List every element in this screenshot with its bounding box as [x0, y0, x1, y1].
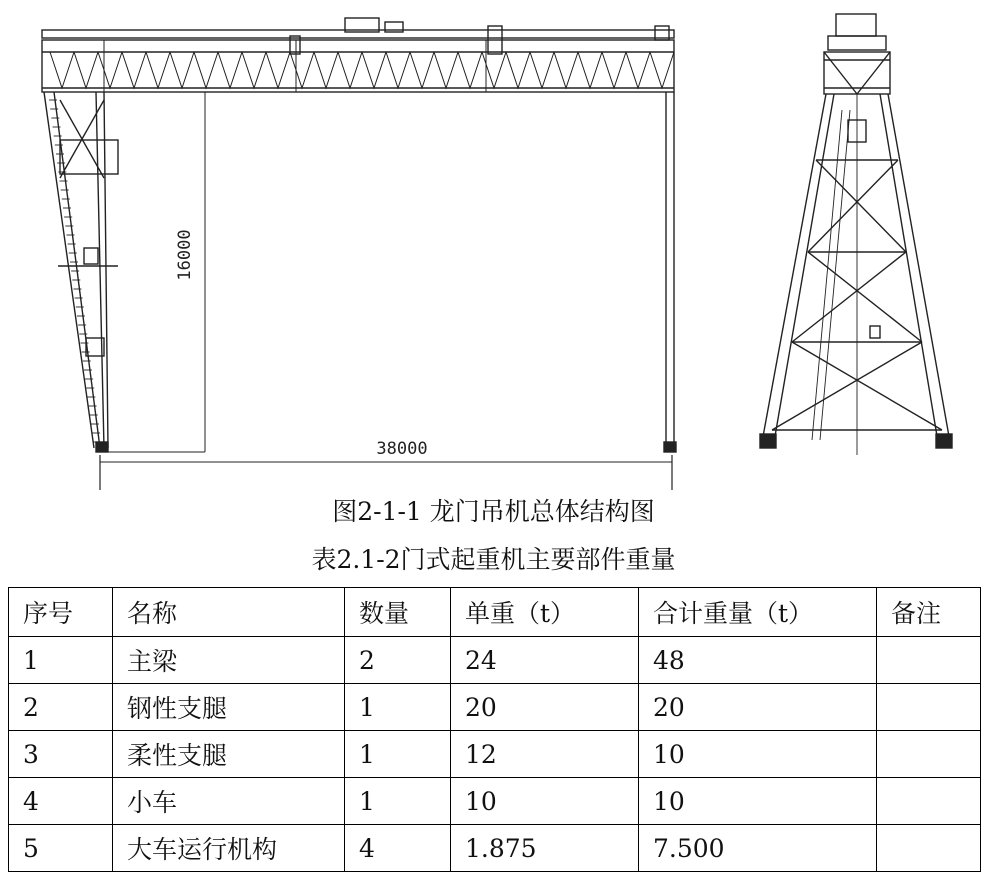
- front-elevation-view: [42, 18, 676, 490]
- cell-unit-weight: 20: [451, 684, 639, 731]
- cell-index: 3: [9, 731, 113, 778]
- cell-index: 4: [9, 778, 113, 825]
- cell-quantity: 1: [345, 731, 451, 778]
- side-elevation-view: [760, 14, 952, 455]
- cell-quantity: 1: [345, 778, 451, 825]
- cell-unit-weight: 12: [451, 731, 639, 778]
- height-dimension-label: 16000: [175, 229, 195, 281]
- cell-total-weight: 7.500: [639, 825, 877, 872]
- cell-remarks: [877, 731, 981, 778]
- cell-quantity: 4: [345, 825, 451, 872]
- table-row: [9, 731, 981, 778]
- header-name: 名称: [113, 588, 345, 637]
- cell-remarks: [877, 684, 981, 731]
- header-unit-weight: 单重（t）: [451, 588, 639, 637]
- table-row: [9, 637, 981, 684]
- header-index: 序号: [9, 588, 113, 637]
- cell-index: 1: [9, 637, 113, 684]
- cell-name: 大车运行机构: [113, 825, 345, 872]
- header-quantity: 数量: [345, 588, 451, 637]
- cell-unit-weight: 10: [451, 778, 639, 825]
- cell-remarks: [877, 825, 981, 872]
- cell-remarks: [877, 637, 981, 684]
- cell-total-weight: 20: [639, 684, 877, 731]
- component-weight-table: [8, 587, 981, 872]
- cell-quantity: 2: [345, 637, 451, 684]
- table-header-row: [9, 588, 981, 637]
- header-remarks: 备注: [877, 588, 981, 637]
- cell-name: 钢性支腿: [113, 684, 345, 731]
- span-dimension-label: 38000: [376, 439, 428, 459]
- table-row: [9, 684, 981, 731]
- cell-total-weight: 10: [639, 731, 877, 778]
- figure-caption: 图2-1-1 龙门吊机总体结构图: [332, 497, 655, 526]
- cell-quantity: 1: [345, 684, 451, 731]
- cell-unit-weight: 1.875: [451, 825, 639, 872]
- cell-index: 2: [9, 684, 113, 731]
- cell-total-weight: 48: [639, 637, 877, 684]
- cell-name: 柔性支腿: [113, 731, 345, 778]
- table-caption: 表2.1-2门式起重机主要部件重量: [311, 545, 676, 574]
- cell-index: 5: [9, 825, 113, 872]
- cell-name: 小车: [113, 778, 345, 825]
- table-row: [9, 778, 981, 825]
- table-row: [9, 825, 981, 872]
- cell-unit-weight: 24: [451, 637, 639, 684]
- cell-remarks: [877, 778, 981, 825]
- header-total-weight: 合计重量（t）: [639, 588, 877, 637]
- cell-total-weight: 10: [639, 778, 877, 825]
- cell-name: 主梁: [113, 637, 345, 684]
